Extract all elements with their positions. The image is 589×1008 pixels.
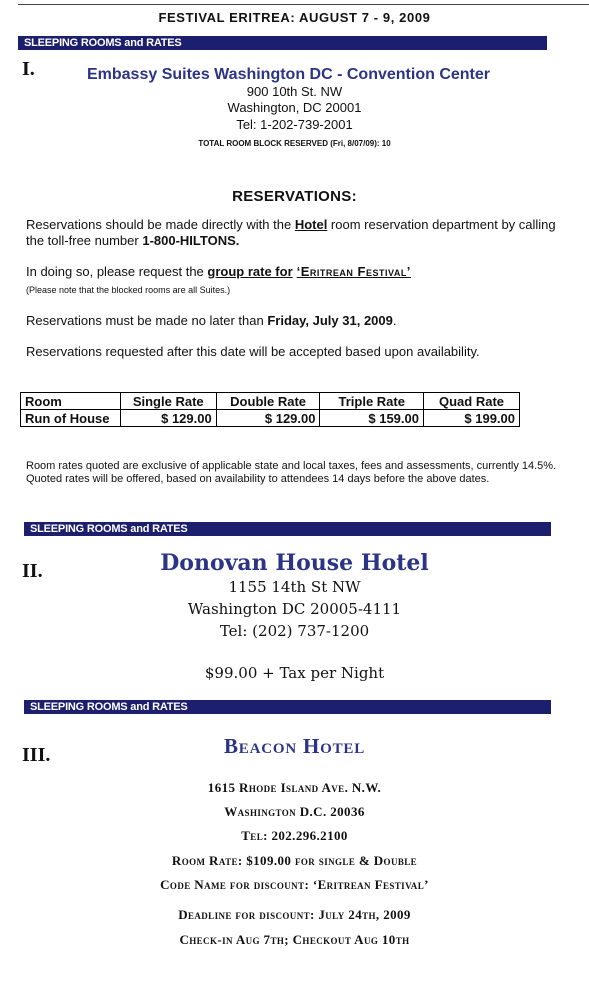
p1-text-b: room reservation department by calling the toll-free number (26, 217, 556, 248)
p2-text-a: In doing so, please request the (26, 264, 208, 279)
quad-rate-cell: $ 199.00 (423, 410, 519, 427)
table-row (21, 410, 520, 427)
donovan-rate: $99.00 + Tax per Night (204, 664, 385, 682)
beacon-phone: Tel: 202.296.2100 (241, 828, 348, 843)
top-rule (18, 4, 589, 5)
reservations-paragraph-2 (26, 264, 571, 280)
p3-text-a: Reservations must be made no later than (26, 313, 268, 328)
p3-end: . (392, 313, 397, 328)
hotel-name-donovan: Donovan House Hotel (160, 550, 429, 576)
reservations-paragraph-1 (26, 217, 571, 249)
room-type-cell: Run of House (21, 410, 121, 427)
beacon-checkin: Check-in Aug 7th; Checkout Aug 10th (179, 932, 410, 947)
beacon-deadline: Deadline for discount: July 24th, 2009 (178, 907, 411, 922)
suites-note: (Please note that the blocked rooms are all Suites.) (26, 285, 231, 295)
section-band-1: SLEEPING ROOMS and RATES (18, 36, 547, 50)
beacon-room-rate: Room Rate: $109.00 for single & Double (171, 853, 418, 868)
rates-footnote: Room rates quoted are exclusive of applicable state and local taxes, fees and assessments, currently 14.5%. Quoted rates will be offered, based on availability to attendees 14 days before the above dates. (26, 460, 557, 485)
hotel-name-beacon: Beacon Hotel (223, 734, 366, 758)
reservations-paragraph-3 (26, 313, 571, 329)
double-rate-cell: $ 129.00 (216, 410, 320, 427)
festival-code: ‘Eritrean Festival’ (296, 264, 411, 279)
hotel-phone: Tel: 1-202-739-2001 (236, 117, 353, 132)
section-band-2: SLEEPING ROOMS and RATES (24, 522, 551, 536)
beacon-address-line1: 1615 Rhode Island Ave. N.W. (207, 780, 382, 795)
reservation-deadline: Friday, July 31, 2009 (267, 313, 393, 328)
rate-table (20, 392, 520, 427)
rate-table-header-row (21, 393, 520, 410)
rate-header-room: Room (21, 393, 121, 410)
p1-text-a: Reservations should be made directly with the (26, 217, 295, 232)
rate-header-single: Single Rate (120, 393, 216, 410)
section-band-3: SLEEPING ROOMS and RATES (24, 700, 551, 714)
hotel-address-line1: 900 10th St. NW (246, 84, 343, 99)
toll-free-number: 1-800-HILTONS. (142, 233, 240, 248)
section-numeral-1: I. (22, 58, 35, 80)
hotel-name-embassy: Embassy Suites Washington DC - Convention Center (86, 66, 490, 83)
p1-hotel-word: Hotel (294, 217, 328, 232)
reservations-heading: RESERVATIONS: (232, 188, 357, 205)
document-title: FESTIVAL ERITREA: AUGUST 7 - 9, 2009 (158, 10, 431, 25)
rate-header-double: Double Rate (216, 393, 320, 410)
group-rate-label: group rate for (207, 264, 293, 279)
triple-rate-cell: $ 159.00 (320, 410, 424, 427)
donovan-address-line2: Washington DC 20005-4111 (187, 600, 402, 618)
donovan-phone: Tel: (202) 737-1200 (219, 622, 370, 640)
single-rate-cell: $ 129.00 (120, 410, 216, 427)
hotel-address-line2: Washington, DC 20001 (227, 100, 362, 115)
section-numeral-2: II. (22, 560, 43, 582)
reservations-paragraph-4: Reservations requested after this date will be accepted based upon availability. (26, 344, 480, 359)
beacon-address-line2: Washington D.C. 20036 (224, 804, 365, 819)
room-block-reserved: TOTAL ROOM BLOCK RESERVED (Fri, 8/07/09): 10 (198, 139, 391, 148)
rate-header-triple: Triple Rate (320, 393, 424, 410)
donovan-address-line1: 1155 14th St NW (228, 578, 361, 596)
beacon-code-name: Code Name for discount: ‘Eritrean Festival’ (160, 877, 429, 892)
section-numeral-3: III. (22, 744, 51, 766)
rate-header-quad: Quad Rate (423, 393, 519, 410)
